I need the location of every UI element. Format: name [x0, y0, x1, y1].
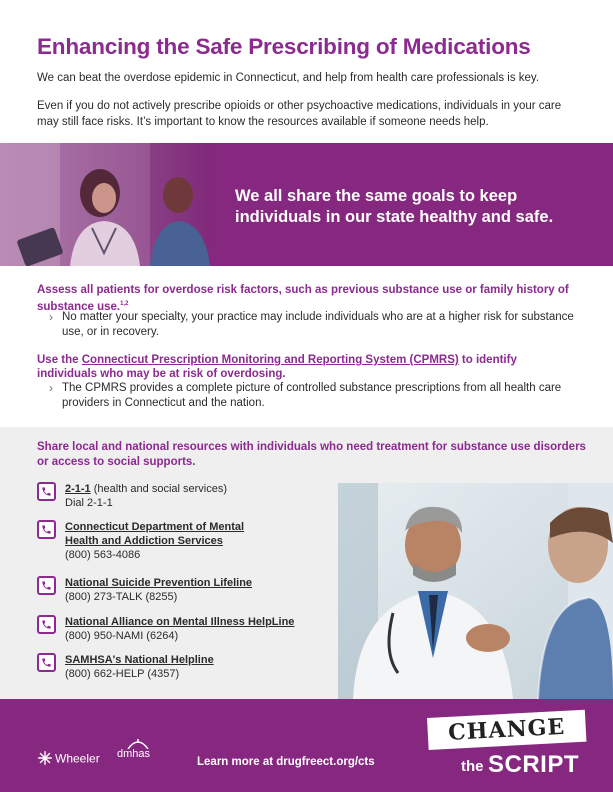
resources-section — [0, 427, 613, 699]
chevron-right-icon: › — [49, 310, 53, 324]
cpmrs-heading-post: to identify individuals who may be at risk of overdosing. — [37, 354, 517, 380]
wheeler-label: Wheeler — [55, 751, 100, 766]
wheeler-logo — [38, 751, 100, 768]
healthcare-workers-photo — [0, 143, 210, 266]
cpmrs-bullet-text: The CPMRS provides a complete picture of controlled substance prescriptions from all health care providers in Connecticut and the nation. — [62, 382, 562, 409]
assess-citation: 1,2 — [120, 301, 129, 307]
phone-icon — [37, 520, 56, 539]
phone-icon — [37, 576, 56, 595]
cpmrs-heading — [37, 353, 577, 381]
logo-the-text: the — [461, 758, 484, 775]
resource-detail: (800) 273-TALK (8255) — [65, 591, 178, 603]
footer — [0, 699, 613, 792]
resource-name-dmhas[interactable]: Connecticut Department of Mental Health and Addiction Services — [65, 521, 245, 547]
change-the-script-logo — [427, 713, 587, 780]
resource-suffix: (health and social services) — [90, 483, 228, 495]
logo-script-text: SCRIPT — [488, 751, 580, 778]
resource-detail: (800) 950-NAMI (6264) — [65, 630, 179, 642]
assess-heading-text: Assess all patients for overdose risk factors, such as previous substance use or family history of substance use. — [37, 284, 569, 313]
resource-name-lifeline[interactable]: National Suicide Prevention Lifeline — [65, 577, 253, 589]
goal-banner — [0, 143, 613, 266]
phone-icon — [37, 653, 56, 672]
resource-name-samhsa[interactable]: SAMHSA's National Helpline — [65, 654, 214, 666]
cpmrs-heading-pre: Use the — [37, 354, 82, 366]
dmhas-dome-icon — [125, 739, 151, 749]
resource-text — [65, 576, 325, 604]
resource-detail: (800) 563-4086 — [65, 549, 141, 561]
dmhas-label: dmhas — [117, 748, 151, 760]
resource-text — [65, 615, 325, 643]
resource-text — [65, 520, 265, 562]
resource-detail: (800) 662-HELP (4357) — [65, 668, 180, 680]
phone-icon — [37, 482, 56, 501]
banner-message: We all share the same goals to keep individuals in our state healthy and safe. — [235, 187, 554, 226]
cpmrs-bullet — [49, 381, 579, 411]
assess-bullet — [49, 310, 579, 340]
intro-paragraph-1: We can beat the overdose epidemic in Connecticut, and help from health care professionals is key. — [37, 72, 540, 84]
resource-text — [65, 482, 325, 510]
chevron-right-icon: › — [49, 381, 53, 395]
assess-bullet-text: No matter your specialty, your practice may include individuals who are at a higher risk for substance use, or in recovery. — [62, 311, 574, 338]
doctor-patient-photo — [338, 483, 613, 699]
learn-more-link[interactable]: Learn more at drugfreect.org/cts — [197, 756, 375, 768]
phone-icon — [37, 615, 56, 634]
intro-paragraph-2: Even if you do not actively prescribe opioids or other psychoactive medications, individuals in your care may still face risks. It’s important to know the resources available if someone needs help. — [37, 100, 562, 128]
dmhas-logo — [117, 748, 150, 760]
resource-name-nami[interactable]: National Alliance on Mental Illness HelpLine — [65, 616, 295, 628]
cpmrs-link[interactable]: Connecticut Prescription Monitoring and Reporting System (CPMRS) — [81, 354, 459, 366]
logo-change-text: CHANGE — [427, 710, 586, 750]
resource-text — [65, 653, 325, 681]
wheeler-snowflake-icon — [38, 751, 52, 768]
page-title: Enhancing the Safe Prescribing of Medications — [37, 34, 531, 59]
resource-detail: Dial 2-1-1 — [65, 497, 113, 509]
resources-heading: Share local and national resources with individuals who need treatment for substance use disorders or access to social supports. — [37, 441, 586, 468]
resource-name-211[interactable]: 2-1-1 — [65, 483, 91, 495]
